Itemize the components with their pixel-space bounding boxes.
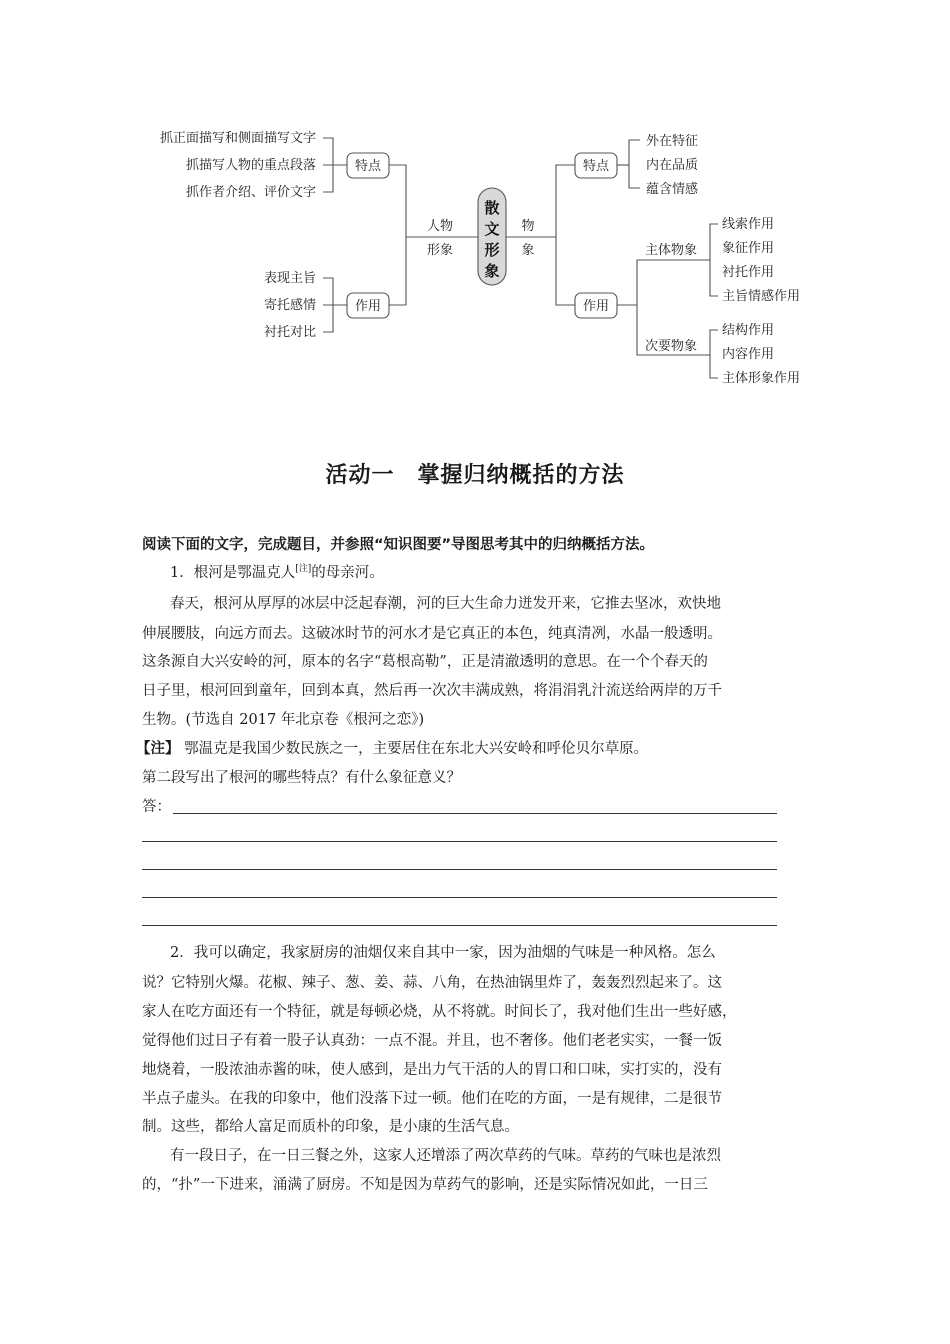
secondary-image-item-2: 内容作用 <box>722 347 775 362</box>
main-image-item-2: 象征作用 <box>722 241 775 256</box>
main-image-item-4: 主旨情感作用 <box>722 289 801 304</box>
main-image-item-1: 线索作用 <box>722 217 775 232</box>
q1-note <box>136 739 648 759</box>
q1-question: 第二段写出了根河的哪些特点？有什么象征意义？ <box>142 770 461 786</box>
answer-line-1[interactable] <box>173 813 777 814</box>
q2-line-7: 制。这些，都给人富足而质朴的印象，是小康的生活气息。 <box>142 1119 519 1135</box>
q1-heading-post: 的母亲河。 <box>311 565 384 581</box>
answer-line-4[interactable] <box>142 897 777 898</box>
right-branch-label-2: 象 <box>521 243 535 258</box>
answer-line-3[interactable] <box>142 869 777 870</box>
q1-note-label: 【注】 <box>136 741 180 757</box>
left-bottom-item-3: 衬托对比 <box>263 325 316 340</box>
activity-title: 活动一 掌握归纳概括的方法 <box>325 463 625 488</box>
right-top-item-1: 外在特征 <box>646 134 699 149</box>
left-top-item-3: 抓作者介绍、评价文字 <box>185 185 316 200</box>
q1-heading <box>170 563 384 583</box>
secondary-image-label: 次要物象 <box>645 339 698 354</box>
q1-note-text: 鄂温克是我国少数民族之一，主要居住在东北大兴安岭和呼伦贝尔草原。 <box>184 741 649 757</box>
main-image-item-3: 衬托作用 <box>722 265 775 280</box>
q2-line-4: 觉得他们过日子有着一股子认真劲：一点不混。并且，也不奢侈。他们老老实实，一餐一饭 <box>142 1033 722 1049</box>
center-node <box>478 188 506 285</box>
left-branch-label-2: 形象 <box>426 243 454 258</box>
q2-line-6: 半点子虚头。在我的印象中，他们没落下过一顿。他们在吃的方面，一是有规律，二是很节 <box>142 1091 722 1107</box>
q2-line-3: 家人在吃方面还有一个特征，就是每顿必烧，从不将就。时间长了，我对他们生出一些好感， <box>142 1004 737 1020</box>
right-main-connector <box>506 165 575 305</box>
right-top-box-label: 特点 <box>582 159 610 174</box>
left-bottom-item-1: 表现主旨 <box>263 271 316 286</box>
center-char-4: 象 <box>484 262 500 280</box>
instruction: 阅读下面的文字，完成题目，并参照“知识图要”导图思考其中的归纳概括方法。 <box>142 537 655 553</box>
right-branch-label-1: 物 <box>521 219 535 234</box>
secondary-image-item-1: 结构作用 <box>722 323 775 338</box>
answer-line-5[interactable] <box>142 925 777 926</box>
right-top-box <box>575 153 617 178</box>
q1-line-4: 日子里，根河回到童年，回到本真，然后再一次次丰满成熟，将涓涓乳汁流送给两岸的万千 <box>142 683 722 699</box>
left-top-item-1: 抓正面描写和侧面描写文字 <box>159 131 316 146</box>
left-bottom-box-label: 作用 <box>354 299 382 314</box>
left-bottom-box <box>347 293 389 318</box>
left-main-connector <box>389 165 478 305</box>
center-char-1: 散 <box>484 199 500 217</box>
q2-line-2: 说？它特别火爆。花椒、辣子、葱、姜、蒜、八角，在热油锅里炸了，轰轰烈烈起来了。这 <box>142 975 722 991</box>
left-top-item-2: 抓描写人物的重点段落 <box>185 158 316 173</box>
center-char-2: 文 <box>484 220 500 238</box>
q2-line-5: 地烧着，一股浓油赤酱的味，使人感到，是出力气干活的人的胃口和口味，实打实的，没有 <box>142 1062 722 1078</box>
left-branch-label-1: 人物 <box>426 219 454 234</box>
q1-answer-label: 答： <box>142 799 171 815</box>
center-char-3: 形 <box>484 241 500 259</box>
right-top-item-2: 内在品质 <box>646 158 699 173</box>
q2-line-9: 的，“扑”一下进来，涌满了厨房。不知是因为草药气的影响，还是实际情况如此，一日三 <box>142 1177 708 1193</box>
q1-line-1: 春天，根河从厚厚的冰层中泛起春潮，河的巨大生命力迸发开来，它推去坚冰，欢快地 <box>170 596 721 612</box>
right-bottom-box <box>575 293 617 318</box>
left-top-connectors <box>323 138 347 192</box>
mind-map-diagram <box>0 0 950 400</box>
left-bottom-connectors <box>323 278 347 332</box>
secondary-image-item-3: 主体形象作用 <box>722 371 801 386</box>
right-bottom-box-label: 作用 <box>582 299 610 314</box>
right-top-connectors <box>617 140 640 188</box>
right-top-item-3: 蕴含情感 <box>646 182 699 197</box>
q2-line-1: 2．我可以确定，我家厨房的油烟仅来自其中一家，因为油烟的气味是一种风格。怎么 <box>170 945 716 961</box>
q1-note-marker: [注] <box>295 564 312 575</box>
q2-line-8: 有一段日子，在一日三餐之外，这家人还增添了两次草药的气味。草药的气味也是浓烈 <box>170 1148 721 1164</box>
q1-line-5: 生物。(节选自 2017 年北京卷《根河之恋》) <box>142 712 425 728</box>
left-top-box <box>347 153 389 178</box>
q1-line-3: 这条源自大兴安岭的河，原本的名字“葛根高勒”，正是清澈透明的意思。在一个个春天的 <box>142 654 708 670</box>
main-image-label: 主体物象 <box>645 243 698 258</box>
answer-line-2[interactable] <box>142 841 777 842</box>
left-top-box-label: 特点 <box>354 159 382 174</box>
left-bottom-item-2: 寄托感情 <box>263 298 316 313</box>
q1-heading-pre: 1．根河是鄂温克人 <box>170 565 296 581</box>
q1-line-2: 伸展腰肢，向远方而去。这破冰时节的河水才是它真正的本色，纯真清冽，水晶一般透明。 <box>142 626 722 642</box>
